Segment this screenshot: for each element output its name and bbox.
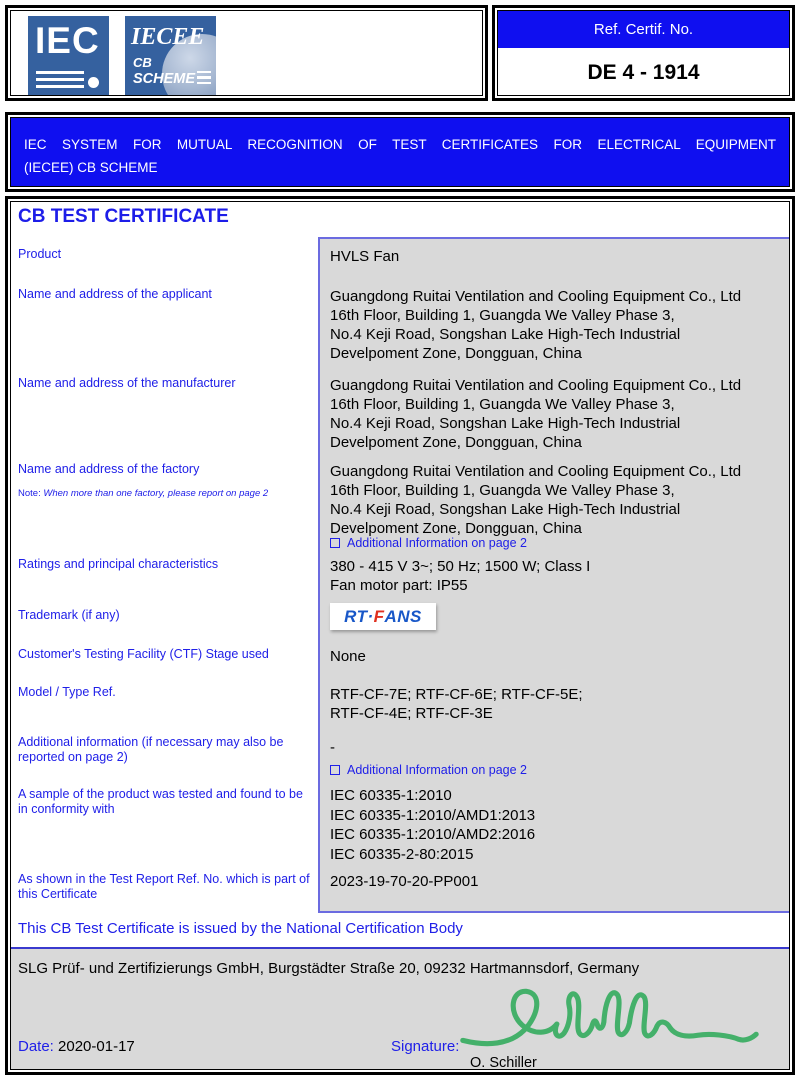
applicant-address-line: Guangdong Ruitai Ventilation and Cooling Equipment Co., Ltd <box>330 288 742 305</box>
factory-address-line: Develpoment Zone, Dongguan, China <box>330 520 582 537</box>
manufacturer-address-line: Guangdong Ruitai Ventilation and Cooling Equipment Co., Ltd <box>330 377 742 394</box>
iec-logo-lines-icon <box>36 71 99 88</box>
applicant-address-line: No.4 Keji Road, Songshan Lake High-Tech Industrial <box>330 326 681 343</box>
ref-certif-label: Ref. Certif. No. <box>498 11 789 48</box>
test-report-value: 2023-19-70-20-PP001 <box>330 873 479 890</box>
factory-address <box>330 462 780 538</box>
iecee-logo-lines-icon <box>197 71 211 85</box>
product-value: HVLS Fan <box>330 248 400 265</box>
standard-line: IEC 60335-2-80:2015 <box>330 845 474 863</box>
additional-info-value: - <box>330 739 335 756</box>
conformity-standards <box>330 786 780 864</box>
additional-info-label: Additional information (if necessary may also be reported on page 2) <box>18 735 284 764</box>
certificate-body <box>5 196 795 1075</box>
model-line: RTF-CF-4E; RTF-CF-3E <box>330 705 493 722</box>
model-value <box>330 685 780 723</box>
manufacturer-address <box>330 376 780 452</box>
checkbox-icon <box>330 538 340 548</box>
iecee-cb-scheme-logo <box>125 16 216 96</box>
factory-note <box>18 488 318 499</box>
date-value: 2020-01-17 <box>58 1038 135 1055</box>
rt-fans-logo-ans: ANS <box>384 606 422 626</box>
standard-line: IEC 60335-1:2010/AMD2:2016 <box>330 826 536 843</box>
model-label: Model / Type Ref. <box>18 685 116 699</box>
manufacturer-address-line: No.4 Keji Road, Songshan Lake High-Tech Industrial <box>330 415 681 432</box>
issued-by-statement: This CB Test Certificate is issued by the National Certification Body <box>18 920 463 937</box>
factory-note-text: When more than one factory, please report on page 2 <box>43 488 269 499</box>
ratings-line: Fan motor part: IP55 <box>330 577 468 594</box>
signature-label: Signature: <box>391 1038 460 1055</box>
rt-fans-logo-f: F <box>373 606 385 626</box>
ratings-value <box>330 557 780 595</box>
scheme-banner-line2: (IECEE) CB SCHEME <box>24 160 158 175</box>
factory-address-line: Guangdong Ruitai Ventilation and Cooling Equipment Co., Ltd <box>330 463 742 480</box>
certificate-title: CB TEST CERTIFICATE <box>18 206 229 227</box>
factory-note-prefix: Note: <box>18 488 44 499</box>
factory-address-line: No.4 Keji Road, Songshan Lake High-Tech Industrial <box>330 501 681 518</box>
ratings-label: Ratings and principal characteristics <box>18 557 219 571</box>
factory-additional-info <box>330 536 527 550</box>
date-field <box>18 1038 135 1055</box>
footer-section <box>11 949 789 1069</box>
signatory-name: O. Schiller <box>470 1055 537 1070</box>
factory-address-line: 16th Floor, Building 1, Guangda We Valley Phase 3, <box>330 482 675 499</box>
rt-fans-logo-rt: RT· <box>344 606 374 626</box>
ref-certif-box <box>492 5 795 101</box>
factory-label: Name and address of the factory <box>18 462 200 476</box>
additional-info-page2-text: Additional Information on page 2 <box>347 763 527 777</box>
manufacturer-label: Name and address of the manufacturer <box>18 376 236 390</box>
iecee-logo-scheme: SCHEME <box>133 71 196 87</box>
checkbox-icon <box>330 765 340 775</box>
applicant-label: Name and address of the applicant <box>18 287 212 301</box>
rt-fans-logo <box>330 603 436 630</box>
ncb-name-address: SLG Prüf- und Zertifizierungs GmbH, Burgstädter Straße 20, 09232 Hartmannsdorf, Germany <box>18 960 640 977</box>
conformity-label: A sample of the product was tested and found to be in conformity with <box>18 787 303 816</box>
ctf-label: Customer's Testing Facility (CTF) Stage used <box>18 647 269 661</box>
trademark-label: Trademark (if any) <box>18 608 120 622</box>
model-line: RTF-CF-7E; RTF-CF-6E; RTF-CF-5E; <box>330 686 583 703</box>
applicant-address-line: Develpoment Zone, Dongguan, China <box>330 345 582 362</box>
manufacturer-address-line: Develpoment Zone, Dongguan, China <box>330 434 582 451</box>
product-label: Product <box>18 247 62 261</box>
applicant-address <box>330 287 780 363</box>
header-logo-box <box>5 5 488 101</box>
standard-line: IEC 60335-1:2010 <box>330 787 452 804</box>
iecee-logo-text: IECEE <box>131 24 205 50</box>
date-label: Date: <box>18 1038 54 1055</box>
ratings-line: 380 - 415 V 3~; 50 Hz; 1500 W; Class I <box>330 558 591 575</box>
iecee-logo-cb: CB <box>133 55 152 70</box>
standard-line: IEC 60335-1:2010/AMD1:2013 <box>330 806 536 824</box>
signature-field <box>391 1038 459 1055</box>
scheme-banner-line1: IEC SYSTEM FOR MUTUAL RECOGNITION OF TEST CERTIFICATES FOR ELECTRICAL EQUIPMENT <box>24 137 776 152</box>
factory-additional-info-text: Additional Information on page 2 <box>347 536 527 550</box>
test-report-label: As shown in the Test Report Ref. No. which is part of this Certificate <box>18 872 310 901</box>
manufacturer-address-line: 16th Floor, Building 1, Guangda We Valley Phase 3, <box>330 396 675 413</box>
iec-logo <box>28 16 109 96</box>
iec-logo-text: IEC <box>35 20 100 61</box>
applicant-address-line: 16th Floor, Building 1, Guangda We Valley Phase 3, <box>330 307 675 324</box>
ctf-value: None <box>330 648 366 665</box>
ref-certif-number: DE 4 - 1914 <box>587 60 700 84</box>
additional-info-page2 <box>330 763 527 777</box>
scheme-banner <box>5 112 795 192</box>
